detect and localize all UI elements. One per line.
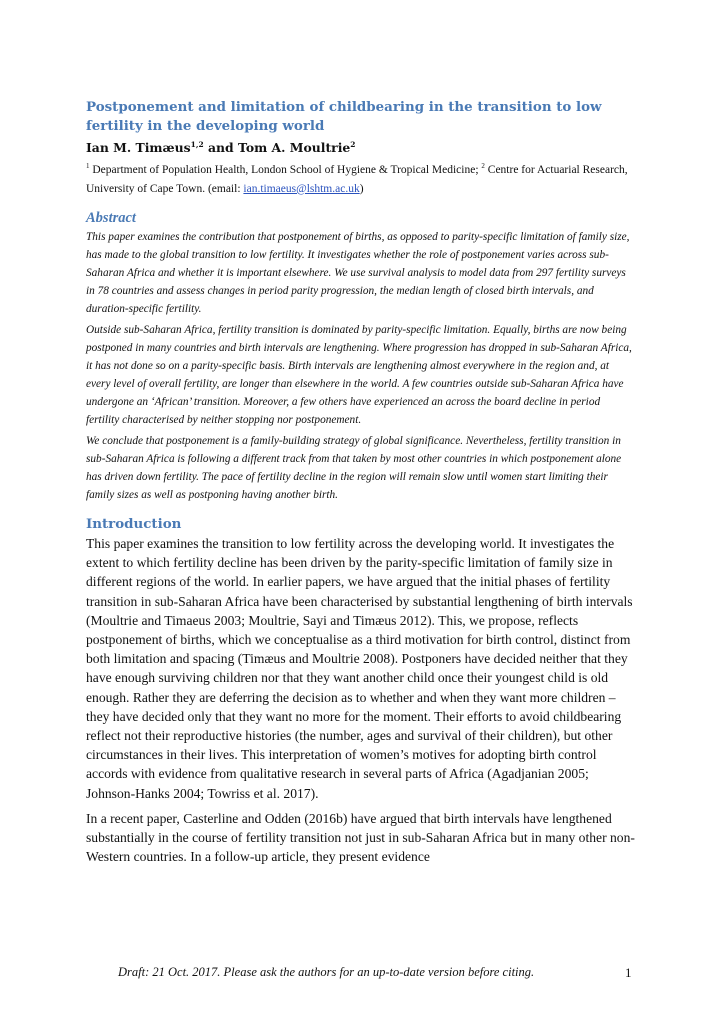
draft-note: Draft: 21 Oct. 2017. Please ask the authors for an up-to-date version before citing. xyxy=(118,965,535,979)
abstract-paragraph-3: We conclude that postponement is a family-building strategy of global significance. Nevertheless, fertility transition in sub-Saharan Africa is following a different track from that taken by most other countries in which postponement alone has driven down fertility. The pace of fertility decline in the region will remain slow until women start limiting their family sizes as well as postponing having another birth. xyxy=(86,434,622,501)
page-number: 1 xyxy=(625,965,632,980)
affiliation-close: ) xyxy=(359,182,364,195)
author-2: Tom A. Moultrie xyxy=(238,140,351,156)
introduction-paragraph-1: This paper examines the transition to low fertility across the developing world. It investigates the extent to which fertility decline has been driven by the parity-specific limitation of family size in different regions of the world. In earlier papers, we have argued that the initial phases of fertility transition in sub-Saharan Africa have been characterised by substantial lengthening of birth intervals (Moultrie and Timaeus 2003; Moultrie, Sayi and Timæus 2012). This, we propose, reflects postponement of births, which we conceptualise as a third motivation for birth control, distinct from both limitation and spacing (Timæus and Moultrie 2008). Postponers have decided neither that they have enough surviving children nor that they want another child once their youngest child is old enough. Rather they are deferring the decision as to whether and when they want more children – they have decided only that they want no more for the moment. Their efforts to avoid childbearing reflect not their reproductive histories (the number, ages and survival of their children), but other circumstances in their lives. This interpretation of women’s motives for adopting birth control accords with evidence from qualitative research in several parts of Africa (Agadjanian 2005; Johnson-Hanks 2004; Towriss et al. 2017). xyxy=(86,535,633,801)
abstract-paragraph-2: Outside sub-Saharan Africa, fertility transition is dominated by parity-specific limitation. Equally, births are now being postponed in many countries and birth intervals are lengthening. Where progression has dropped in sub-Saharan Africa, it has not done so on a parity-specific basis. Birth intervals are lengthening almost everywhere in the region and, at every level of overall fertility, are longer than elsewhere in the world. A few countries outside sub-Saharan Africa have undergone an ‘African’ transition. Moreover, a few others have experienced an across the board decline in period fertility characterised by neither stopping nor postponement. xyxy=(86,323,632,426)
page-content xyxy=(86,98,636,872)
page-footer xyxy=(0,965,720,985)
introduction-paragraph-2: In a recent paper, Casterline and Odden (2016b) have argued that birth intervals have lengthened substantially in the course of fertility transition not just in sub-Saharan Africa but in many other non-Western countries. In a follow-up article, they present evidence xyxy=(86,810,635,865)
author-1: Ian M. Timæus xyxy=(86,140,191,156)
abstract-heading: Abstract xyxy=(86,209,136,226)
author-2-affiliation-marker: 2 xyxy=(350,140,356,149)
email-link[interactable]: ian.timaeus@lshtm.ac.uk xyxy=(243,182,360,195)
affiliations xyxy=(86,157,636,199)
affiliation-1-marker: 1 xyxy=(86,162,90,171)
author-conjunction: and xyxy=(203,140,239,156)
abstract-paragraph-1: This paper examines the contribution that postponement of births, as opposed to parity-specific limitation of family size, has made to the global transition to low fertility. It investigates whether the role of postponement varies across sub-Saharan Africa and whether it is important elsewhere. We use survival analysis to model data from 297 fertility surveys in 78 countries and assess changes in period parity progression, the median length of closed birth intervals, and duration-specific fertility. xyxy=(86,230,630,315)
affiliation-2: Centre for Actuarial Research, University of Cape Town. (email: xyxy=(86,163,628,195)
author-line xyxy=(86,136,636,156)
introduction-heading: Introduction xyxy=(86,515,182,532)
affiliation-1: Department of Population Health, London School of Hygiene & Tropical Medicine; xyxy=(89,163,482,176)
affiliation-2-marker: 2 xyxy=(481,162,485,171)
paper-title: Postponement and limitation of childbearing in the transition to low fertility in the developing world xyxy=(86,99,602,134)
author-1-affiliation-marker: 1,2 xyxy=(190,140,204,149)
